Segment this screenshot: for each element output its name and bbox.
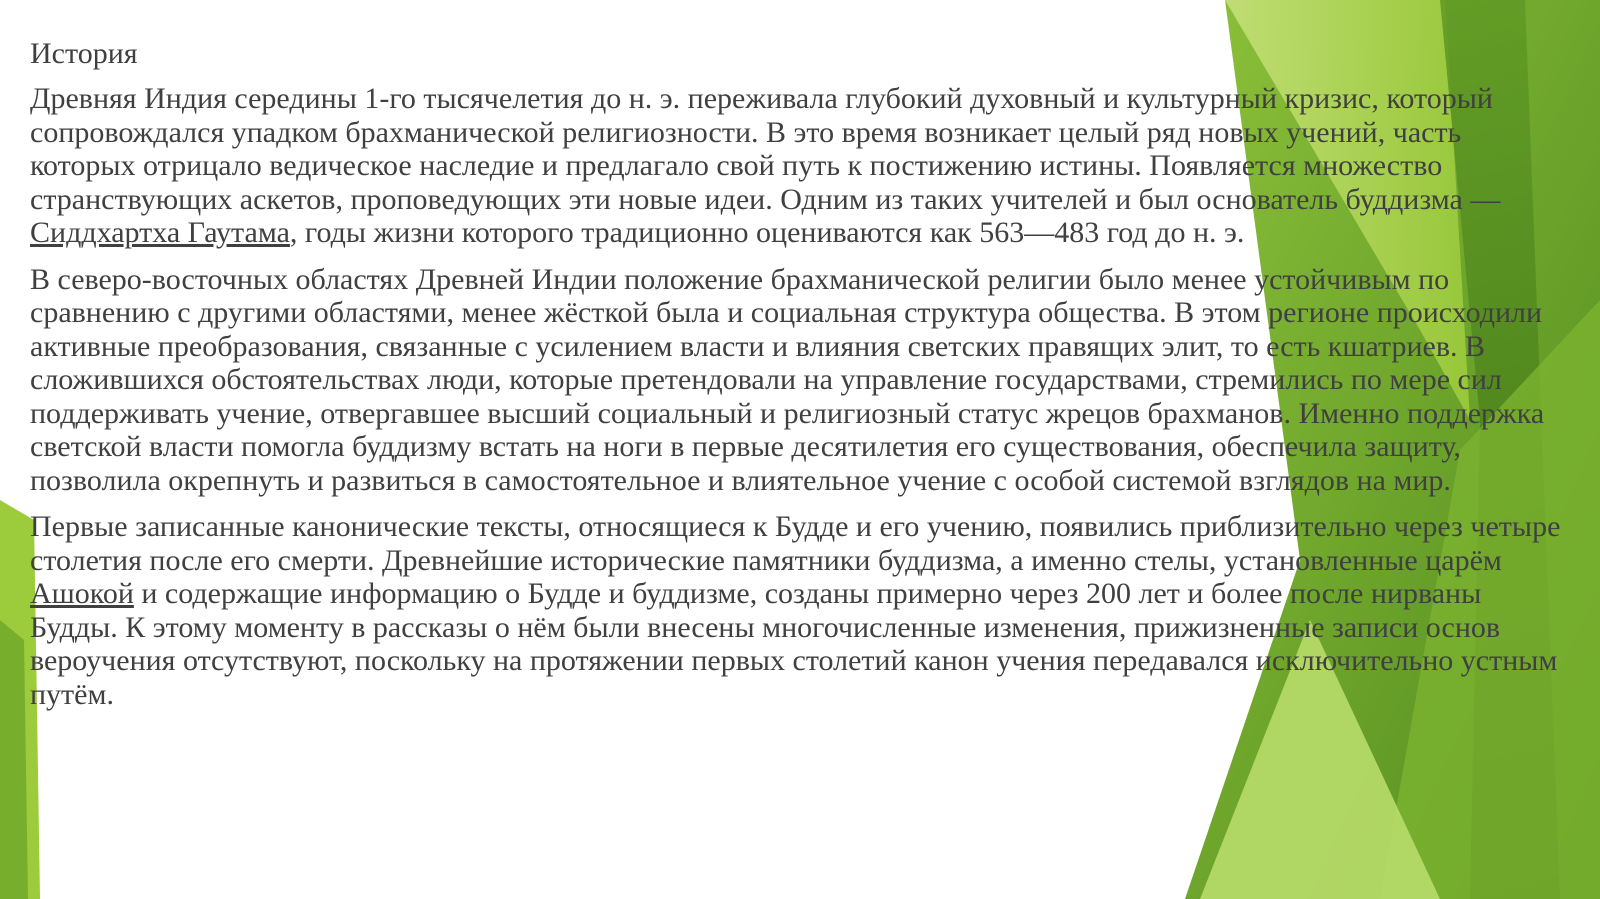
link-siddhartha-gautama[interactable]: Сиддхартха Гаутама [30, 216, 290, 249]
link-ashoka[interactable]: Ашокой [30, 577, 134, 610]
paragraph-1 [30, 82, 1570, 250]
paragraph-1-text-after: , годы жизни которого традиционно оцениваются как 563—483 год до н. э. [289, 216, 1245, 249]
text-content [30, 36, 1570, 724]
slide-heading: История [30, 37, 138, 70]
paragraph-1-text-before: Древняя Индия середины 1-го тысячелетия до н. э. переживала глубокий духовный и культурный кризис, который сопровождался упадком брахманической религиозности. В это время возникает целый ряд новых учений, часть которых отрицало ведическое наследие и предлагало свой путь к постижению истины. Появляется множество странствующих аскетов, проповедующих эти новые идеи. Одним из таких учителей и был основатель буддизма — [30, 82, 1501, 216]
paragraph-3-text-after: и содержащие информацию о Будде и буддизме, созданы примерно через 200 лет и более после нирваны Будды. К этому моменту в рассказы о нём были внесены многочисленные изменения, прижизненные записи основ вероучения отсутствуют, поскольку на протяжении первых столетий канон учения передавался исключительно устным путём. [30, 577, 1558, 711]
paragraph-3 [30, 510, 1570, 711]
paragraph-2: В северо-восточных областях Древней Индии положение брахманической религии было менее устойчивым по сравнению с другими областями, менее жёсткой была и социальная структура общества. В этом регионе происходили активные преобразования, связанные с усилением власти и влияния светских правящих элит, то есть кшатриев. В сложившихся обстоятельствах люди, которые претендовали на управление государствами, стремились по мере сил поддерживать учение, отвергавшее высший социальный и религиозный статус жрецов брахманов. Именно поддержка светской власти помогла буддизму встать на ноги в первые десятилетия его существования, обеспечила защиту, позволила окрепнуть и развиться в самостоятельное и влиятельное учение с особой системой взглядов на мир. [30, 262, 1545, 497]
paragraph-3-text-before: Первые записанные канонические тексты, относящиеся к Будде и его учению, появились приблизительно через четыре столетия после его смерти. Древнейшие исторические памятники буддизма, а именно стелы, установленные царём [30, 510, 1561, 577]
left-green-strip-dark [0, 620, 28, 899]
